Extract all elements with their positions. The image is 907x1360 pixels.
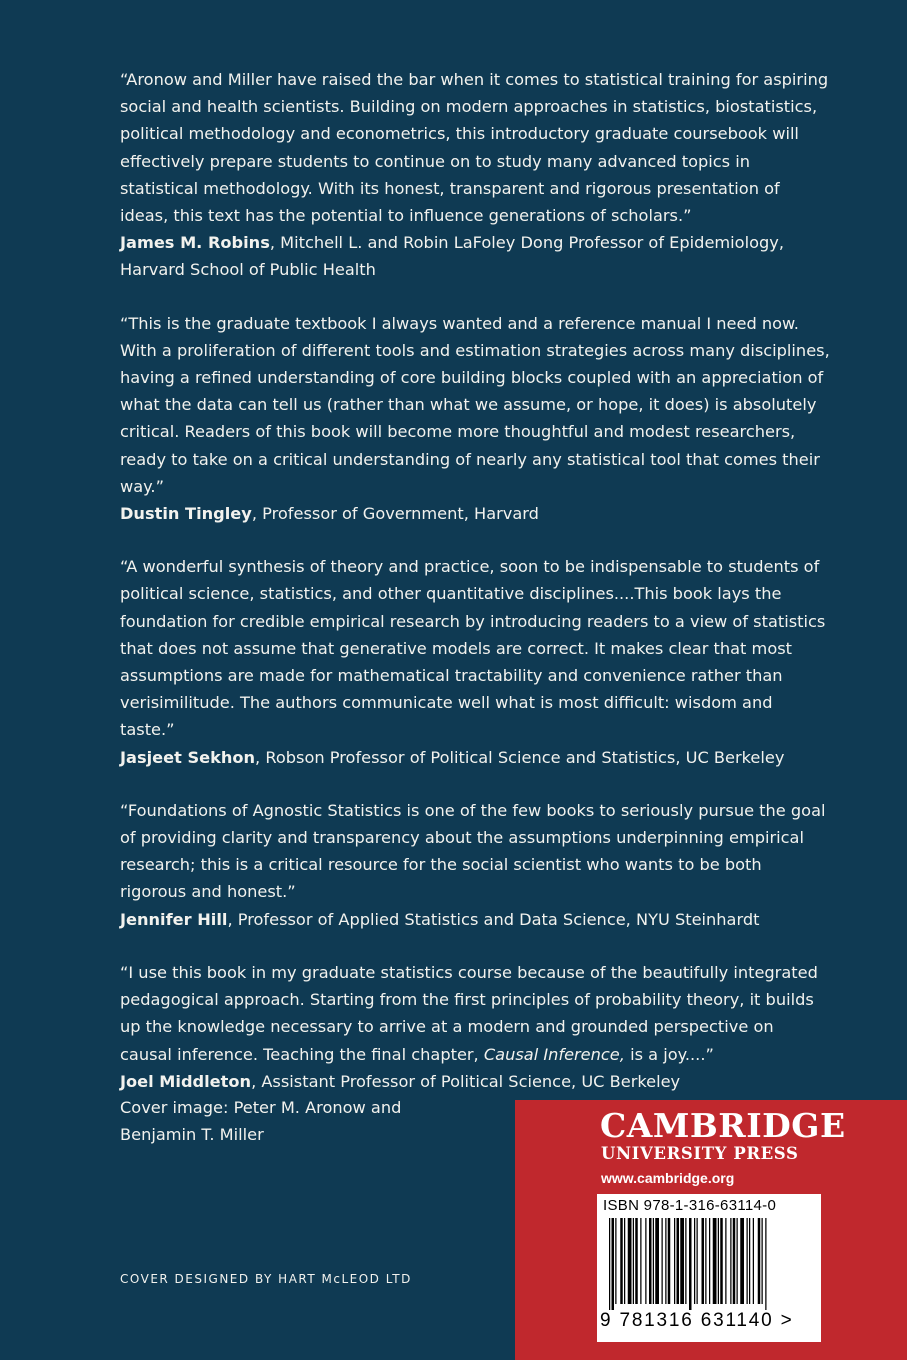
blurb-quote: “Foundations of Agnostic Statistics is one of the few books to seriously pursue the goal of providing clarity and transparency about the assumptions underpinning empirical research; this is a critical resource for the social scientist who wants to be both rigorous and honest.” [120, 800, 826, 902]
barcode-bar [713, 1218, 717, 1304]
barcode-bar [765, 1218, 766, 1310]
blurb-author-name: Joel Middleton [120, 1071, 252, 1091]
barcode-bar [689, 1218, 692, 1310]
barcode-bar [753, 1218, 754, 1304]
blurb-quote [120, 959, 830, 1068]
barcode-bar [758, 1218, 761, 1304]
blurb-author-title: , Mitchell L. and Robin LaFoley Dong Professor of Epidemiology, Harvard School of Public Health [120, 233, 784, 280]
blurb-quote: “Aronow and Miller have raised the bar when it comes to statistical training for aspiring social and health scientists. Building on modern approaches in statistics, biostatistics, political methodology and econometrics, this introductory graduate coursebook will effectively prepare students to continue on to study many advanced topics in statistical methodology. With its honest, transparent and rigorous presentation of ideas, this text has the potential to influence generations of scholars.” [120, 70, 829, 226]
blurb-quote-start: “I use this book in my graduate statistics course because of the beautifully integrated pedagogical approach. Starting from the first principles of probability theory, it builds up the knowledge necessary to arrive at a modern and grounded perspective on causal inference. Teaching the final chapter, [120, 962, 818, 1064]
blurb-robins [120, 66, 830, 284]
barcode-bar [615, 1218, 616, 1304]
barcode-bar [645, 1218, 646, 1304]
blurb-hill [120, 797, 830, 933]
barcode-bar [705, 1218, 706, 1304]
barcode-bar [740, 1218, 744, 1304]
barcode-bar [635, 1218, 638, 1304]
barcode-bar [624, 1218, 625, 1304]
blurb-quote: “This is the graduate textbook I always wanted and a reference manual I need now. With a proliferation of different tools and estimation strategies across many disciplines, having a refined understanding of core building blocks coupled with an appreciation of what the data can tell us (rather than what we assume, or hope, it does) is absolutely critical. Readers of this book will become more thoughtful and modest researchers, ready to take on a critical understanding of nearly any statistical tool that comes their way.” [120, 313, 830, 496]
barcode-bar [718, 1218, 719, 1304]
blurb-tingley [120, 310, 830, 528]
barcode-bar [653, 1218, 654, 1304]
barcode-bar [649, 1218, 652, 1304]
barcode-bar [733, 1218, 736, 1304]
blurb-author-name: Jasjeet Sekhon [120, 747, 256, 767]
isbn-barcode-panel [597, 1194, 821, 1342]
barcode-bar [677, 1218, 680, 1304]
barcode-bar [694, 1218, 695, 1304]
barcode-bar [737, 1218, 738, 1304]
publisher-subtitle: UNIVERSITY PRESS [601, 1144, 799, 1163]
blurbs-column [120, 66, 830, 1121]
cover-designer-credit: COVER DESIGNED BY HART McLEOD LTD [120, 1272, 412, 1286]
barcode-bar [668, 1218, 671, 1304]
blurb-author-title: , Robson Professor of Political Science and Statistics, UC Berkeley [255, 747, 785, 767]
publisher-url: www.cambridge.org [601, 1170, 735, 1186]
blurb-sekhon [120, 553, 830, 771]
barcode-bar [612, 1218, 615, 1310]
barcode-bar [725, 1218, 726, 1304]
blurb-attribution [120, 1068, 830, 1095]
blurb-author-title: , Professor of Applied Statistics and Data Science, NYU Steinhardt [227, 909, 760, 929]
barcode-bar [747, 1218, 748, 1304]
barcode-digits: 9 781316 631140 > [600, 1310, 794, 1331]
barcode-bar [640, 1218, 641, 1304]
blurb-attribution [120, 744, 830, 771]
barcode-bar [730, 1218, 731, 1304]
blurb-middleton [120, 959, 830, 1095]
cover-image-credit: Cover image: Peter M. Aronow and Benjamin T. Miller [120, 1098, 402, 1145]
barcode-bar [674, 1218, 675, 1304]
blurb-author-name: Jennifer Hill [120, 909, 228, 929]
barcode-bar [665, 1218, 666, 1304]
blurb-author-title: , Professor of Government, Harvard [251, 504, 539, 524]
blurb-attribution [120, 906, 830, 933]
barcode-bar [680, 1218, 684, 1304]
barcode-bar [628, 1218, 632, 1304]
barcode-bar [762, 1218, 763, 1304]
blurb-quote: “A wonderful synthesis of theory and practice, soon to be indispensable to students of political science, statistics, and other quantitative disciplines....This book lays the foundation for credible empirical research by introducing readers to a view of statistics that does not assume that generative models are correct. It makes clear that most assumptions are made for mathematical tractability and convenience rather than verisimilitude. The authors communicate well what is most difficult: wisdom and taste.” [120, 557, 826, 740]
blurb-author-title: , Assistant Professor of Political Science, UC Berkeley [251, 1071, 681, 1091]
barcode-bar [749, 1218, 750, 1304]
barcode-bar [685, 1218, 686, 1304]
publisher-name: CAMBRIDGE [600, 1106, 846, 1145]
publisher-panel [515, 1100, 907, 1360]
blurb-attribution [120, 229, 830, 283]
barcode-bar [609, 1218, 610, 1310]
barcode-bar [662, 1218, 663, 1304]
barcode-bar [620, 1218, 623, 1304]
blurb-quote-book-chapter: Causal Inference, [483, 1044, 625, 1064]
barcode-bar [633, 1218, 634, 1304]
barcode-bar [709, 1218, 710, 1304]
blurb-author-name: James M. Robins [120, 233, 270, 253]
blurb-attribution [120, 500, 830, 527]
blurb-author-name: Dustin Tingley [120, 504, 252, 524]
barcode-bar [655, 1218, 659, 1304]
isbn-number: ISBN 978-1-316-63114-0 [603, 1197, 777, 1214]
barcode-bar [697, 1218, 698, 1304]
barcode-bar [720, 1218, 723, 1304]
barcode-icon [597, 1218, 821, 1310]
blurb-quote-end: is a joy....” [624, 1044, 714, 1064]
barcode-bar [702, 1218, 705, 1304]
